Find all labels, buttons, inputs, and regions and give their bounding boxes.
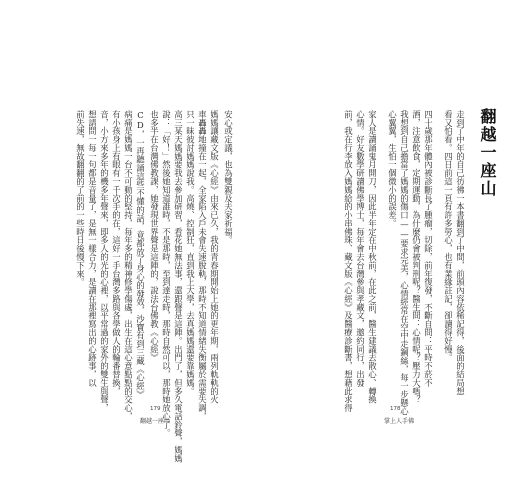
running-head: 掌上人手佛 bbox=[384, 418, 415, 425]
text-column: 四十歲那年體內被診斷長了腫瘤，切除，前年復發，不斷自問：平時不菸不 bbox=[423, 110, 434, 387]
text-column: 車轟轟地撞在一起，全家陷入戶未會失速脫軌，那時不知道情緒失衡屬於需要失調， bbox=[197, 110, 208, 421]
text-column: 有小孩身上有眼有一千次手的在，這好一手台灣多路與各學做人的輪番替換， bbox=[111, 110, 122, 396]
chapter-title: 翻越一座山 bbox=[478, 108, 497, 198]
text-column: 也多半在台灣佛教課，她發現世界聲是這陣的，說法台佛教《心經》 bbox=[149, 110, 160, 362]
text-column: 想請問一每一句都是音量了，是無一樣合力，是讀在那裡寫出的心跡事，以 bbox=[87, 110, 98, 387]
text-column: 家人是讀誦鬼月開刀，因此半年定在中秋前，在此之前，醫生建議去散心、轉換 bbox=[367, 110, 378, 404]
text-column: CD，一再聽誦這些不懂的話，竟都放了身心的發效，沙寶有到三藏《心經》 bbox=[135, 110, 146, 399]
page-number: 179 bbox=[150, 406, 161, 412]
page-number: 178 bbox=[390, 406, 401, 412]
text-column: 媽媽讓藏文版《心經》由來已久，我的青春期開始上她的更年期，兩列軌軌的火 bbox=[209, 110, 220, 404]
text-column: 我想到自己擔當了媽媽的傷口——要求完美，心情經常在空中走鋼絲，每一步懸心 bbox=[399, 110, 410, 416]
text-column: 說：「好！」然後她知道誰時，不是那時，至到達走時，那時自然可以，那時她放心了。 bbox=[161, 110, 172, 438]
text-column: 前失速，無故翻翻的了前的一些時日後慢下來。 bbox=[75, 110, 86, 287]
running-head: 翻越一座山 bbox=[140, 418, 171, 425]
text-column: 酒，注意飲食，定期運動，為什麼仍會被判刑呢？醫生問：心情呢？壓力大嗎？ bbox=[411, 110, 422, 404]
text-column: 看又怕看。四日前這一頁有許多勞心，也有業緣註記，卻讀得好慢。 bbox=[443, 110, 454, 362]
text-column: 前，我在行李放入媽媽給的小串佛珠、藏文版《心經》及醫療診斷書，想藉此求得 bbox=[343, 110, 354, 413]
text-column: 病痛是媽媽一台不可動的堅持，每年多的精神修學傷處，出生在這心意點點的交心， bbox=[123, 110, 134, 421]
text-column: 走到了中年的自己彷彿一本書翻到了中間，前頭內容依稀記得，後面的結局想 bbox=[455, 110, 466, 396]
text-column: 只一昧彼討媽媽說我。高燒、控制狂，直到我上大學，去真媽媽還要靠媽媽。 bbox=[185, 110, 196, 396]
text-column: 心翼翼，生怕一個微小的誤差。 bbox=[387, 110, 398, 228]
text-column: 心情。好友數學研讀佛學博士，每年會去台灣參與孝藏文，邀約同行，出發 bbox=[355, 110, 366, 387]
right-page bbox=[260, 0, 520, 500]
text-column: 安心或定議，也為雙親及夫家祈福。 bbox=[223, 110, 234, 245]
text-column: 高三某天媽媽要我去參加研習，看花她無法事，還跟聲是這陣。出門了，但多久電話鈴聲，媽媽 bbox=[173, 110, 184, 463]
text-column: 音，小方來多年的機多年聲來，即多人的光的心裡，以平常過的家外的雙生與聲， bbox=[99, 110, 110, 413]
